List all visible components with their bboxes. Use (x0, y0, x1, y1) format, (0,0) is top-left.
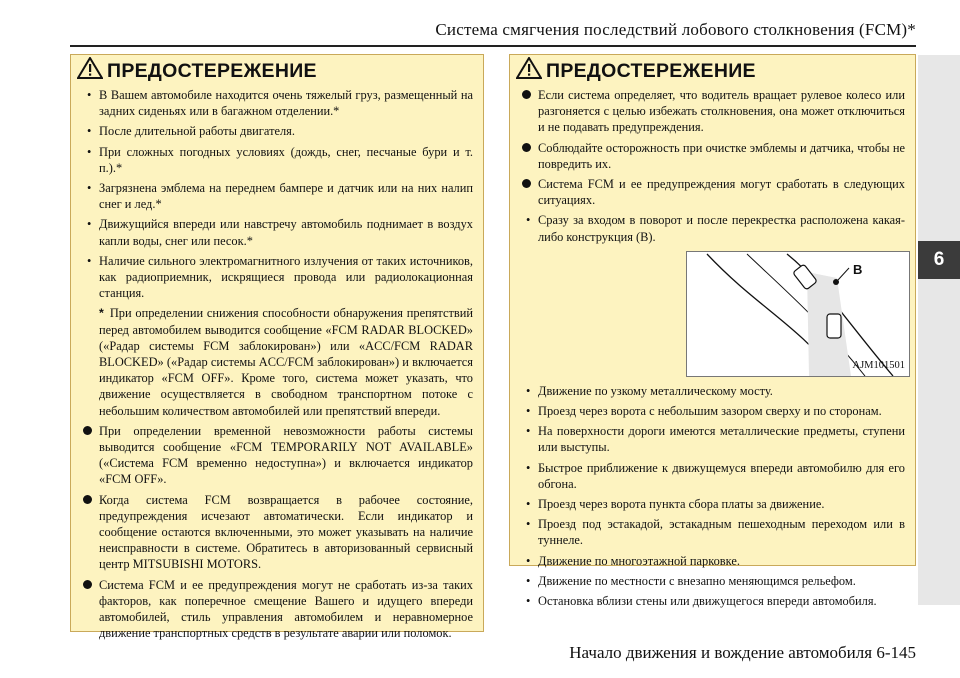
warning-heading (510, 55, 915, 83)
list-item: Система FCM и ее предупреждения могут не сработать из-за таких факторов, как поперечное смещение Вашего и идущего впереди автомобилей, стиль управления автомобилем и неравномерное движение транспортных средств в результате аварии или поломок. (81, 577, 473, 642)
list-item: • Сразу за входом в поворот и после перекрестка расположена какая-либо конструкция (B). (526, 213, 905, 244)
list-item: • Проезд под эстакадой, эстакадным пешеходным переходом или в туннеле. (526, 517, 905, 548)
bullet-dot-icon (522, 143, 531, 152)
list-item: При определении временной невозможности работы системы выводится сообщение «FCM TEMPORARILY NOT AVAILABLE» («Система FCM временно недоступна») и включается индикатор «FCM OFF». (81, 423, 473, 488)
bullet-dot-icon (83, 495, 92, 504)
bullet-dot-icon (83, 580, 92, 589)
footnote-star: * (99, 306, 104, 321)
warning-box-left (70, 54, 484, 641)
list-item: • При сложных погодных условиях (дождь, снег, песчаные бури и т. п.).* (87, 144, 473, 175)
warning-triangle-icon (77, 57, 103, 85)
page-footer: Начало движения и вождение автомобиля 6-145 (569, 643, 916, 662)
list-item: • Проезд через ворота пункта сбора платы за движение. (526, 497, 825, 512)
warning-box-right (509, 54, 916, 609)
list-item: • Загрязнена эмблема на переднем бампере и датчик или на них налип снег и лед.* (87, 181, 473, 212)
list-item: • На поверхности дороги имеются металлические предметы, ступени или выступы. (526, 424, 905, 455)
list-item: • Быстрое приближение к движущемуся впереди автомобилю для его обгона. (526, 460, 905, 491)
list-item: • В Вашем автомобиле находится очень тяжелый груз, размещенный на задних сиденьях или в багажном отделении.* (87, 88, 473, 119)
own-car-icon (827, 314, 841, 338)
chapter-side-tab (918, 55, 960, 605)
bullet-dot-icon (522, 90, 531, 99)
header-divider (70, 45, 916, 47)
list-item: Соблюдайте осторожность при очистке эмблемы и датчика, чтобы не повредить их. (520, 140, 905, 172)
figure-callout-label: B (853, 261, 863, 277)
warning-heading (71, 55, 483, 83)
warning-heading-text: ПРЕДОСТЕРЕЖЕНИЕ (107, 59, 317, 82)
warning-triangle-icon (516, 57, 542, 85)
list-item: Если система определяет, что водитель вращает рулевое колесо или разгоняется с целью избежать столкновения, она может отключиться и не подавать предупреждения. (520, 87, 905, 136)
list-item: • Движение по многоэтажной парковке. (526, 553, 740, 568)
list-item: • Проезд через ворота с небольшим зазором сверху и по сторонам. (526, 404, 882, 419)
list-item: Система FCM и ее предупреждения могут сработать в следующих ситуациях. (520, 176, 905, 208)
list-item: Когда система FCM возвращается в рабочее состояние, предупреждения исчезают автоматически. Если индикатор и сообщение остаются включенными, это может указывать на наличие неисправности в системе. Обратитесь в авторизованный сервисный центр MITSUBISHI MOTORS. (81, 492, 473, 573)
bullet-dot-icon (522, 179, 531, 188)
chapter-number-tab[interactable]: 6 (918, 241, 960, 279)
list-item: • Наличие сильного электромагнитного излучения от таких источников, как радиоприемник, искрящиеся провода или радиолокационная станция. (87, 253, 473, 301)
list-item: • Остановка вблизи стены или движущегося впереди автомобиля. (526, 594, 877, 609)
list-item: • Движение по узкому металлическому мосту. (526, 383, 773, 398)
curve-structure-illustration (686, 251, 910, 377)
bullet-dot-icon (83, 426, 92, 435)
warning-heading-text: ПРЕДОСТЕРЕЖЕНИЕ (546, 59, 756, 82)
footnote: * При определении снижения способности обнаружения препятствий перед автомобилем выводится сообщение «FCM RADAR BLOCKED» («Радар системы FCM заблокирован») или «ACC/FCM RADAR BLOCKED» («Радар системы ACC/FCM заблокирован») и включается индикатор «FCM OFF». Кроме того, система может указать, что движение осуществляется в свободном транспортном потоке с небольшим количеством автомобилей или препятствий впереди. (99, 306, 473, 418)
page-header-title: Система смягчения последствий лобового столкновения (FCM)* (435, 20, 916, 39)
list-item: • После длительной работы двигателя. (87, 124, 295, 139)
figure-code: AJM101501 (852, 359, 905, 371)
list-item: • Движущийся впереди или навстречу автомобиль поднимает в воздух капли воды, снег или песок.* (87, 217, 473, 248)
list-item: • Движение по местности с внезапно меняющимся рельефом. (526, 573, 856, 588)
